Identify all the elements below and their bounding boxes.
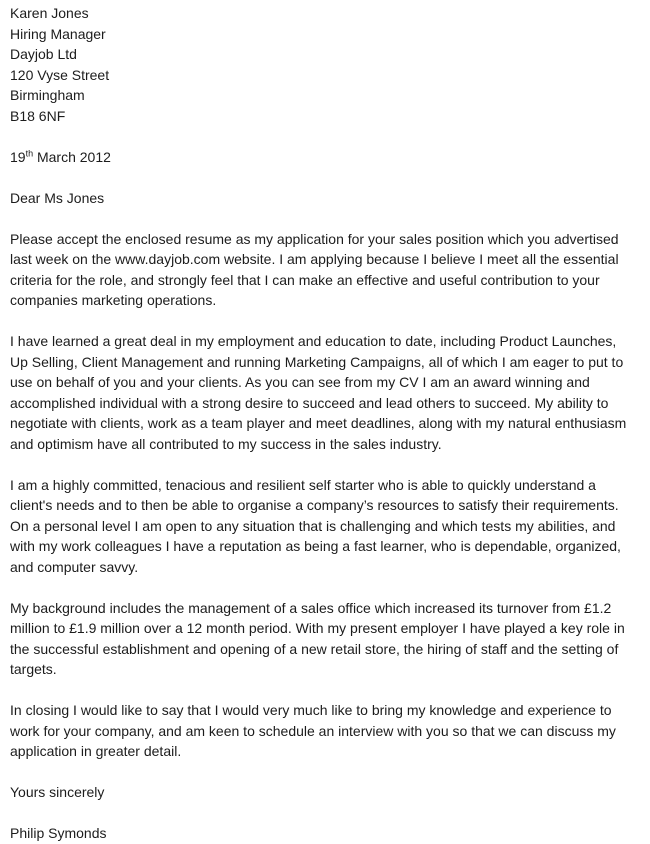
recipient-city: Birmingham bbox=[10, 87, 85, 103]
closing-valediction: Yours sincerely bbox=[10, 784, 105, 800]
date-ordinal-suffix: th bbox=[25, 147, 34, 158]
body-paragraph-4: My background includes the management of a sales office which increased its turnover from £1.2 million to £1.9 million over a 12 month period. With my present employer I have played a key role in the successful establishment and opening of a new retail store, the hiring of staff and the setting of targets. bbox=[10, 599, 625, 677]
recipient-street: 120 Vyse Street bbox=[10, 66, 110, 83]
body-paragraph-5: In closing I would like to say that I would very much like to bring my knowledge and experience to work for your company, and am keen to schedule an interview with you so that we can discuss my application in greater detail. bbox=[10, 702, 616, 759]
signature-name: Philip Symonds bbox=[10, 825, 107, 841]
body-paragraph-2: I have learned a great deal in my employment and education to date, including Product Launches, Up Selling, Client Management and running Marketing Campaigns, all of which I am eager to put to use on behalf of you and your clients. As you can see from my CV I am an award winning and accomplished individual with a strong desire to succeed and lead others to succeed. My ability to negotiate with clients, work as a team player and meet deadlines, along with my natural enthusiasm and optimism have all contributed to my success in the sales industry. bbox=[10, 333, 627, 452]
salutation: Dear Ms Jones bbox=[10, 189, 105, 206]
recipient-company: Dayjob Ltd bbox=[10, 46, 77, 62]
recipient-address-block bbox=[10, 3, 638, 126]
date-day: 19 bbox=[10, 148, 26, 165]
letter-date bbox=[10, 147, 638, 168]
recipient-job-title: Hiring Manager bbox=[10, 25, 106, 42]
body-paragraph-1: Please accept the enclosed resume as my application for your sales position which you advertised last week on the www.dayjob.com website. I am applying because I believe I meet all the essential criteria for the role, and strongly feel that I can make an effective and useful contribution to your companies marketing operations. bbox=[10, 230, 619, 308]
recipient-postcode: B18 6NF bbox=[10, 107, 66, 124]
recipient-name: Karen Jones bbox=[10, 5, 89, 21]
date-month-year: March 2012 bbox=[33, 148, 111, 165]
body-paragraph-3: I am a highly committed, tenacious and resilient self starter who is able to quickly understand a client's needs and to then be able to organise a company’s resources to satisfy their requirements. On a personal level I am open to any situation that is challenging and which tests my abilities, and with my work colleagues I have a reputation as being a fast learner, who is dependable, organized, and computer savvy. bbox=[10, 476, 621, 575]
